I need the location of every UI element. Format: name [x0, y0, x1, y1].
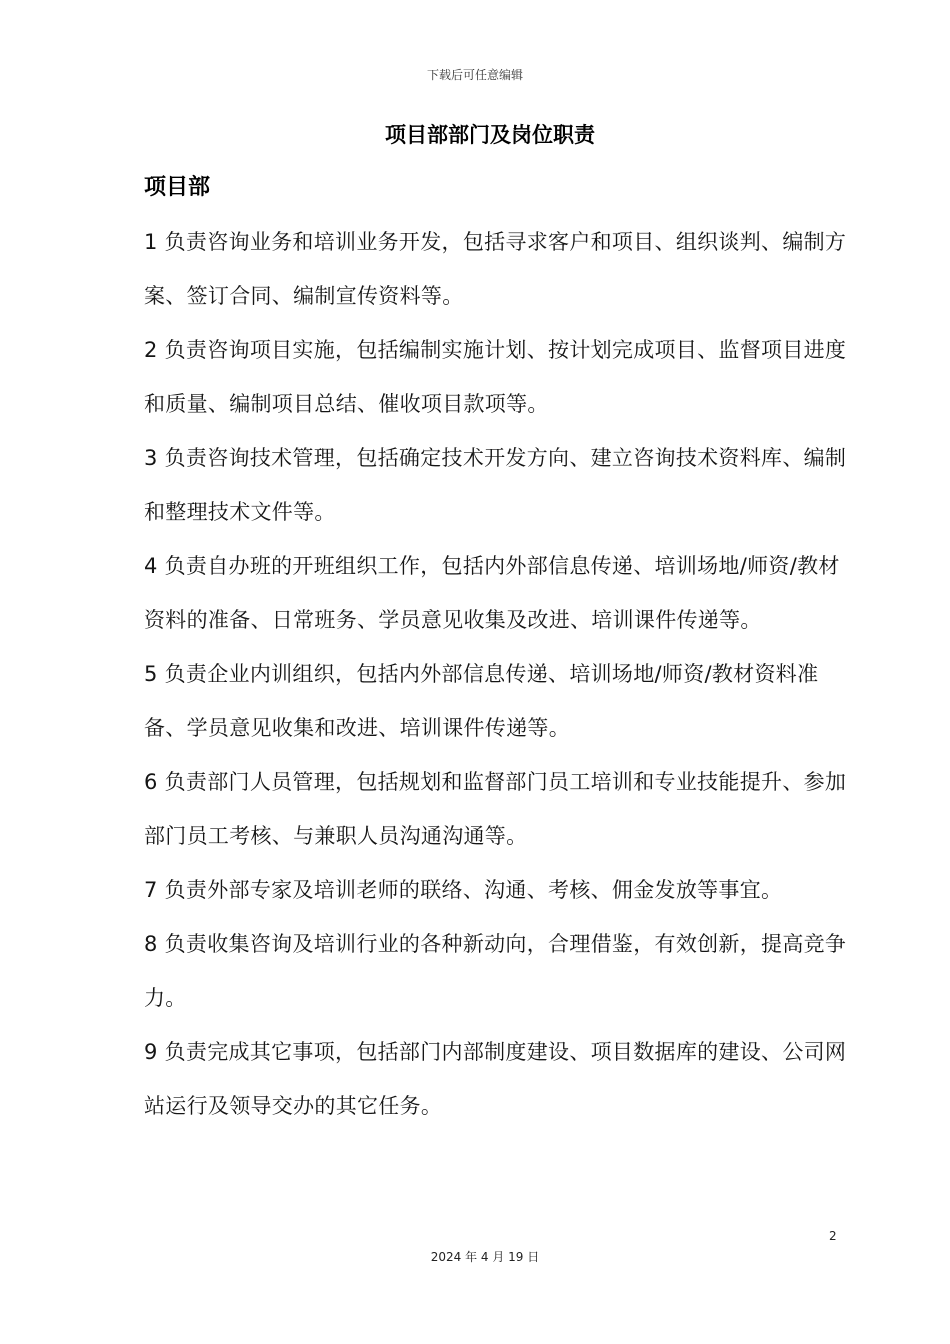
document-title: 项目部部门及岗位职责 — [385, 123, 595, 147]
responsibility-item: 8 负责收集咨询及培训行业的各种新动向，合理借鉴，有效创新，提高竞争力。 — [144, 932, 847, 1010]
responsibility-item: 1 负责咨询业务和培训业务开发，包括寻求客户和项目、组织谈判、编制方案、签订合同、编制宣传资料等。 — [144, 230, 847, 308]
footer-date: 2024 年 4 月 19 日 — [430, 1250, 540, 1264]
responsibility-item: 6 负责部门人员管理，包括规划和监督部门员工培训和专业技能提升、参加部门员工考核、与兼职人员沟通沟通等。 — [144, 770, 847, 848]
header-note: 下载后可任意编辑 — [426, 68, 523, 82]
responsibility-item: 9 负责完成其它事项，包括部门内部制度建设、项目数据库的建设、公司网站运行及领导交办的其它任务。 — [144, 1040, 847, 1118]
responsibility-item: 7 负责外部专家及培训老师的联络、沟通、考核、佣金发放等事宜。 — [144, 878, 783, 902]
responsibility-item: 2 负责咨询项目实施，包括编制实施计划、按计划完成项目、监督项目进度和质量、编制项目总结、催收项目款项等。 — [144, 338, 847, 416]
responsibility-item: 3 负责咨询技术管理，包括确定技术开发方向、建立咨询技术资料库、编制和整理技术文件等。 — [144, 446, 847, 524]
responsibility-item: 5 负责企业内训组织，包括内外部信息传递、培训场地/师资/教材资料准备、学员意见收集和改进、培训课件传递等。 — [144, 662, 819, 740]
responsibility-list — [144, 215, 856, 1133]
page-number: 2 — [829, 1229, 837, 1243]
section-heading: 项目部 — [144, 175, 211, 200]
responsibility-item: 4 负责自办班的开班组织工作，包括内外部信息传递、培训场地/师资/教材资料的准备、日常班务、学员意见收集及改进、培训课件传递等。 — [144, 554, 840, 632]
